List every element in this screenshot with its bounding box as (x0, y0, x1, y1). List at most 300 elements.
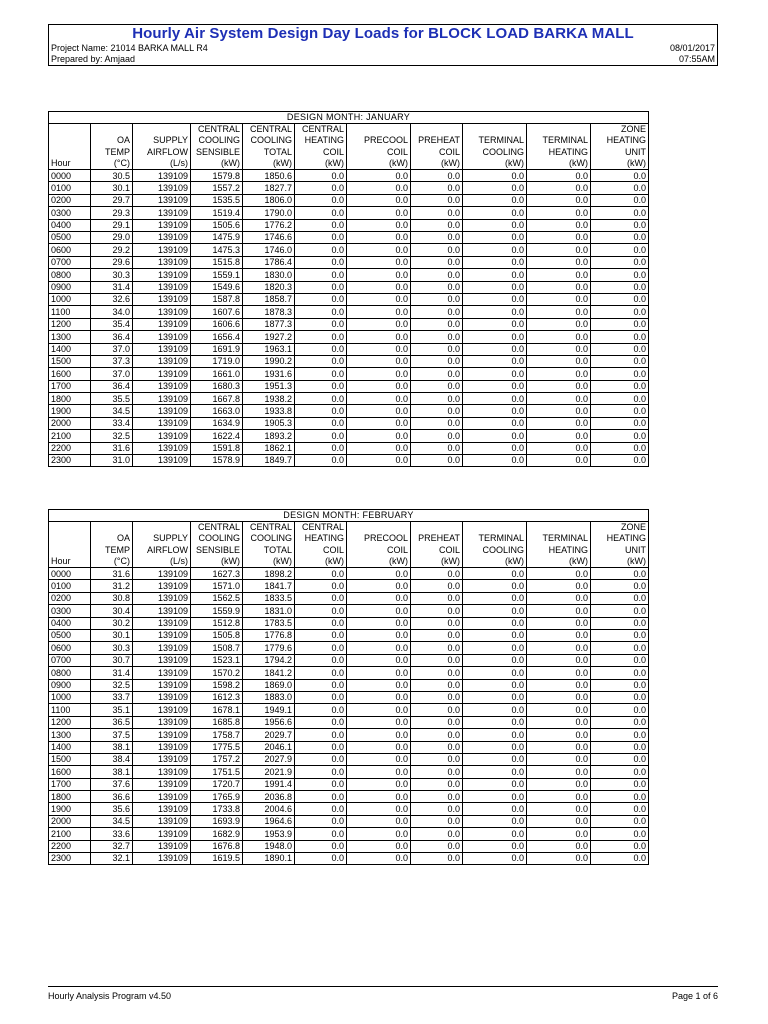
column-header: COIL (347, 146, 411, 157)
table-cell: 0300 (49, 207, 91, 219)
table-cell: 36.4 (91, 331, 133, 343)
table-cell: 0.0 (463, 355, 527, 367)
program-version: Hourly Analysis Program v4.50 (48, 991, 172, 1001)
table-cell: 1475.3 (191, 244, 243, 256)
table-cell: 0.0 (463, 207, 527, 219)
column-header: CENTRAL (191, 521, 243, 533)
column-header: HEATING (295, 135, 347, 146)
table-cell: 0.0 (591, 828, 649, 840)
table-cell: 0.0 (295, 605, 347, 617)
table-cell: 0.0 (463, 580, 527, 592)
table-cell: 0.0 (411, 580, 463, 592)
table-cell: 0.0 (463, 741, 527, 753)
table-cell: 0.0 (411, 716, 463, 728)
table-cell: 1953.9 (243, 828, 295, 840)
table-cell: 0.0 (463, 393, 527, 405)
table-row (49, 691, 649, 703)
table-cell: 1751.5 (191, 766, 243, 778)
table-cell: 139109 (133, 170, 191, 182)
table-cell: 0.0 (411, 430, 463, 442)
table-cell: 0.0 (295, 642, 347, 654)
table-cell: 1719.0 (191, 355, 243, 367)
table-cell: 0.0 (463, 605, 527, 617)
table-cell: 0.0 (347, 256, 411, 268)
table-cell: 0900 (49, 281, 91, 293)
table-cell: 1820.3 (243, 281, 295, 293)
table-row (49, 380, 649, 392)
column-header: TEMP (91, 146, 133, 157)
table-cell: 0.0 (527, 791, 591, 803)
table-cell: 1927.2 (243, 331, 295, 343)
table-row (49, 393, 649, 405)
table-cell: 0.0 (591, 791, 649, 803)
column-header: SENSIBLE (191, 146, 243, 157)
table-cell: 2200 (49, 840, 91, 852)
table-cell: 1898.2 (243, 568, 295, 580)
table-cell: 139109 (133, 256, 191, 268)
table-cell: 0.0 (411, 741, 463, 753)
table-row (49, 417, 649, 429)
table-cell: 1693.9 (191, 815, 243, 827)
table-cell: 1963.1 (243, 343, 295, 355)
table-cell: 139109 (133, 393, 191, 405)
table-cell: 0.0 (295, 729, 347, 741)
table-cell: 0.0 (295, 791, 347, 803)
table-cell: 0.0 (527, 170, 591, 182)
table-cell: 0.0 (411, 170, 463, 182)
table-cell: 0.0 (347, 840, 411, 852)
table-cell: 0.0 (295, 828, 347, 840)
table-row (49, 293, 649, 305)
table-cell: 33.7 (91, 691, 133, 703)
column-header: ZONE (591, 123, 649, 135)
table-cell: 0.0 (463, 630, 527, 642)
table-cell: 0400 (49, 219, 91, 231)
column-header: UNIT (591, 544, 649, 555)
table-cell: 0.0 (411, 654, 463, 666)
table-cell: 0.0 (347, 331, 411, 343)
table-cell: 30.8 (91, 592, 133, 604)
column-header: COIL (295, 146, 347, 157)
table-cell: 31.2 (91, 580, 133, 592)
table-cell: 0.0 (527, 642, 591, 654)
table-cell: 1606.6 (191, 318, 243, 330)
table-cell: 0.0 (347, 753, 411, 765)
table-cell: 0.0 (527, 592, 591, 604)
table-cell: 1656.4 (191, 331, 243, 343)
table-cell: 1938.2 (243, 393, 295, 405)
table-cell: 0.0 (411, 256, 463, 268)
table-cell: 0.0 (527, 455, 591, 467)
table-row (49, 170, 649, 182)
table-cell: 0.0 (347, 430, 411, 442)
table-cell: 0.0 (463, 281, 527, 293)
table-cell: 0.0 (295, 306, 347, 318)
table-cell: 0.0 (295, 654, 347, 666)
table-cell: 0.0 (295, 691, 347, 703)
column-header: COOLING (191, 135, 243, 146)
table-cell: 139109 (133, 691, 191, 703)
table-cell: 139109 (133, 405, 191, 417)
column-header: COIL (295, 544, 347, 555)
table-row (49, 630, 649, 642)
table-cell: 1000 (49, 293, 91, 305)
table-cell: 1850.6 (243, 170, 295, 182)
table-cell: 0.0 (527, 729, 591, 741)
project-info (51, 43, 208, 65)
column-header: COOLING (243, 533, 295, 544)
january-loads-table (48, 111, 649, 467)
column-header (91, 123, 133, 135)
table-cell: 2021.9 (243, 766, 295, 778)
table-cell: 0.0 (295, 741, 347, 753)
table-cell: 0.0 (527, 605, 591, 617)
report-time: 07:55AM (678, 54, 715, 64)
table-cell: 0.0 (295, 219, 347, 231)
table-cell: 139109 (133, 380, 191, 392)
table-cell: 1519.4 (191, 207, 243, 219)
table-cell: 0.0 (347, 667, 411, 679)
table-cell: 0.0 (591, 654, 649, 666)
table-cell: 1883.0 (243, 691, 295, 703)
table-cell: 32.7 (91, 840, 133, 852)
table-cell: 0.0 (347, 766, 411, 778)
table-cell: 31.6 (91, 568, 133, 580)
table-cell: 0.0 (591, 343, 649, 355)
table-cell: 0.0 (463, 704, 527, 716)
table-cell: 0.0 (527, 293, 591, 305)
column-header: TOTAL (243, 544, 295, 555)
table-cell: 0.0 (591, 778, 649, 790)
table-cell: 1591.8 (191, 442, 243, 454)
table-cell: 0.0 (463, 691, 527, 703)
column-header (49, 135, 91, 146)
table-cell: 0.0 (591, 232, 649, 244)
table-cell: 1100 (49, 306, 91, 318)
table-cell: 0.0 (295, 679, 347, 691)
table-cell: 0.0 (347, 219, 411, 231)
column-header: SUPPLY (133, 533, 191, 544)
column-header (347, 123, 411, 135)
table-cell: 0.0 (411, 232, 463, 244)
table-cell: 0.0 (411, 293, 463, 305)
table-cell: 35.1 (91, 704, 133, 716)
table-cell: 0.0 (527, 244, 591, 256)
table-cell: 0.0 (411, 853, 463, 865)
table-cell: 0.0 (591, 729, 649, 741)
column-header: TERMINAL (463, 135, 527, 146)
table-cell: 0.0 (295, 393, 347, 405)
table-cell: 1790.0 (243, 207, 295, 219)
column-header (49, 123, 91, 135)
table-cell: 139109 (133, 840, 191, 852)
table-cell: 0.0 (591, 368, 649, 380)
table-cell: 0.0 (591, 691, 649, 703)
table-cell: 0.0 (527, 654, 591, 666)
table-cell: 0.0 (295, 269, 347, 281)
table-cell: 1877.3 (243, 318, 295, 330)
table-cell: 0.0 (463, 442, 527, 454)
table-cell: 35.4 (91, 318, 133, 330)
table-cell: 1579.8 (191, 170, 243, 182)
table-cell: 0100 (49, 182, 91, 194)
table-cell: 29.6 (91, 256, 133, 268)
table-cell: 1475.9 (191, 232, 243, 244)
table-row (49, 219, 649, 231)
report-datetime (670, 43, 715, 65)
table-row (49, 741, 649, 753)
table-cell: 0.0 (411, 642, 463, 654)
column-header: HEATING (591, 533, 649, 544)
table-cell: 0.0 (463, 853, 527, 865)
table-cell: 0.0 (411, 182, 463, 194)
table-cell: 0.0 (347, 642, 411, 654)
table-cell: 38.1 (91, 766, 133, 778)
table-cell: 0.0 (347, 455, 411, 467)
table-cell: 34.5 (91, 815, 133, 827)
table-cell: 0.0 (411, 405, 463, 417)
table-cell: 0.0 (411, 568, 463, 580)
table-cell: 0.0 (347, 244, 411, 256)
column-header: HEATING (527, 146, 591, 157)
table-cell: 139109 (133, 207, 191, 219)
table-cell: 1776.8 (243, 630, 295, 642)
table-cell: 0.0 (527, 207, 591, 219)
table-cell: 1905.3 (243, 417, 295, 429)
table-cell: 1680.3 (191, 380, 243, 392)
table-cell: 139109 (133, 355, 191, 367)
table-cell: 0.0 (411, 355, 463, 367)
table-cell: 0.0 (591, 568, 649, 580)
table-cell: 0.0 (411, 343, 463, 355)
table-cell: 0.0 (295, 343, 347, 355)
table-cell: 31.6 (91, 442, 133, 454)
table-cell: 0.0 (527, 368, 591, 380)
table-cell: 1700 (49, 778, 91, 790)
report-title: Hourly Air System Design Day Loads for BLOCK LOAD BARKA MALL (132, 25, 634, 42)
table-cell: 0.0 (295, 244, 347, 256)
table-cell: 0300 (49, 605, 91, 617)
table-cell: 35.5 (91, 393, 133, 405)
page-footer (48, 986, 718, 1001)
table-cell: 0.0 (591, 766, 649, 778)
table-cell: 31.4 (91, 667, 133, 679)
table-cell: 1200 (49, 318, 91, 330)
column-header (49, 533, 91, 544)
table-cell: 0.0 (347, 617, 411, 629)
column-header: CENTRAL (295, 123, 347, 135)
table-cell: 139109 (133, 791, 191, 803)
table-cell: 0.0 (411, 778, 463, 790)
table-cell: 0.0 (527, 269, 591, 281)
table-cell: 0.0 (347, 232, 411, 244)
table-cell: 139109 (133, 592, 191, 604)
table-cell: 2200 (49, 442, 91, 454)
table-cell: 0.0 (347, 592, 411, 604)
table-cell: 0.0 (295, 318, 347, 330)
table-cell: 1948.0 (243, 840, 295, 852)
table-cell: 0.0 (463, 667, 527, 679)
table-row (49, 803, 649, 815)
table-cell: 0.0 (411, 207, 463, 219)
table-cell: 0.0 (295, 704, 347, 716)
column-header: (kW) (295, 158, 347, 170)
table-cell: 0.0 (463, 219, 527, 231)
column-header: CENTRAL (295, 521, 347, 533)
table-cell: 0.0 (527, 306, 591, 318)
table-row (49, 815, 649, 827)
table-cell: 1570.2 (191, 667, 243, 679)
table-cell: 1746.6 (243, 232, 295, 244)
table-cell: 0.0 (463, 568, 527, 580)
table-cell: 32.1 (91, 853, 133, 865)
table-cell: 0.0 (463, 729, 527, 741)
table-cell: 0.0 (463, 828, 527, 840)
table-row (49, 355, 649, 367)
table-row (49, 232, 649, 244)
table-cell: 139109 (133, 667, 191, 679)
table-cell: 0.0 (463, 840, 527, 852)
table-cell: 1535.5 (191, 194, 243, 206)
table-cell: 36.5 (91, 716, 133, 728)
column-header: COOLING (191, 533, 243, 544)
table-cell: 1700 (49, 380, 91, 392)
column-header: (kW) (191, 556, 243, 568)
table-cell: 0.0 (295, 840, 347, 852)
table-cell: 0.0 (591, 815, 649, 827)
table-cell: 0.0 (591, 704, 649, 716)
table-cell: 0.0 (527, 194, 591, 206)
page-number: Page 1 of 6 (671, 991, 718, 1001)
table-row (49, 791, 649, 803)
table-cell: 0200 (49, 592, 91, 604)
table-cell: 0.0 (591, 306, 649, 318)
column-header: SUPPLY (133, 135, 191, 146)
table-cell: 1758.7 (191, 729, 243, 741)
table-cell: 33.6 (91, 828, 133, 840)
table-cell: 0.0 (463, 455, 527, 467)
table-cell: 1678.1 (191, 704, 243, 716)
table-cell: 0.0 (411, 417, 463, 429)
column-header (133, 521, 191, 533)
table-cell: 0.0 (411, 791, 463, 803)
table-cell: 1765.9 (191, 791, 243, 803)
table-cell: 0.0 (347, 194, 411, 206)
table-cell: 0.0 (463, 592, 527, 604)
table-cell: 0.0 (527, 667, 591, 679)
table-cell: 0.0 (411, 368, 463, 380)
table-cell: 1200 (49, 716, 91, 728)
table-row (49, 716, 649, 728)
table-cell: 139109 (133, 318, 191, 330)
table-cell: 1578.9 (191, 455, 243, 467)
table-cell: 1720.7 (191, 778, 243, 790)
table-cell: 139109 (133, 766, 191, 778)
table-cell: 0.0 (527, 393, 591, 405)
column-header: UNIT (591, 146, 649, 157)
prepared-by: Prepared by: Amjaad (51, 54, 136, 64)
table-cell: 1500 (49, 753, 91, 765)
column-header: HEATING (527, 544, 591, 555)
table-cell: 1676.8 (191, 840, 243, 852)
column-header: COOLING (243, 135, 295, 146)
table-row (49, 753, 649, 765)
table-cell: 1827.7 (243, 182, 295, 194)
table-cell: 0.0 (295, 380, 347, 392)
table-cell: 1300 (49, 331, 91, 343)
table-cell: 1841.7 (243, 580, 295, 592)
table-cell: 0.0 (347, 343, 411, 355)
table-cell: 1619.5 (191, 853, 243, 865)
table-cell: 139109 (133, 753, 191, 765)
table-cell: 37.6 (91, 778, 133, 790)
table-cell: 30.5 (91, 170, 133, 182)
column-header: (kW) (243, 556, 295, 568)
table-cell: 0.0 (411, 455, 463, 467)
table-cell: 139109 (133, 679, 191, 691)
table-cell: 1900 (49, 405, 91, 417)
table-row (49, 778, 649, 790)
table-cell: 1931.6 (243, 368, 295, 380)
table-cell: 0.0 (295, 442, 347, 454)
table-cell: 29.3 (91, 207, 133, 219)
table-cell: 0.0 (463, 182, 527, 194)
table-cell: 139109 (133, 741, 191, 753)
table-cell: 1990.2 (243, 355, 295, 367)
table-cell: 139109 (133, 368, 191, 380)
table-cell: 0.0 (591, 592, 649, 604)
table-cell: 1508.7 (191, 642, 243, 654)
table-cell: 34.5 (91, 405, 133, 417)
table-cell: 0.0 (411, 753, 463, 765)
table-cell: 0.0 (591, 679, 649, 691)
table-cell: 0.0 (411, 691, 463, 703)
table-cell: 1607.6 (191, 306, 243, 318)
table-cell: 139109 (133, 306, 191, 318)
table-cell: 0600 (49, 642, 91, 654)
table-cell: 0.0 (463, 778, 527, 790)
table-cell: 0.0 (347, 380, 411, 392)
table-cell: 0.0 (591, 642, 649, 654)
table-cell: 0.0 (527, 617, 591, 629)
table-cell: 1786.4 (243, 256, 295, 268)
column-header: Hour (49, 556, 91, 568)
table-cell: 0.0 (463, 430, 527, 442)
table-cell: 0900 (49, 679, 91, 691)
table-cell: 1400 (49, 343, 91, 355)
table-cell: 0.0 (295, 232, 347, 244)
table-cell: 0.0 (347, 207, 411, 219)
table-cell: 0.0 (591, 853, 649, 865)
table-cell: 0.0 (347, 729, 411, 741)
table-cell: 1757.2 (191, 753, 243, 765)
table-cell: 0.0 (347, 306, 411, 318)
table-cell: 0.0 (591, 380, 649, 392)
table-cell: 33.4 (91, 417, 133, 429)
table-cell: 139109 (133, 182, 191, 194)
table-cell: 139109 (133, 293, 191, 305)
table-cell: 0.0 (527, 182, 591, 194)
column-header: (kW) (411, 158, 463, 170)
table-cell: 139109 (133, 605, 191, 617)
column-header: (kW) (591, 556, 649, 568)
table-cell: 0.0 (411, 704, 463, 716)
column-header: (L/s) (133, 158, 191, 170)
column-header: PREHEAT (411, 533, 463, 544)
table-cell: 0.0 (411, 244, 463, 256)
table-cell: 1831.0 (243, 605, 295, 617)
column-header: (kW) (347, 556, 411, 568)
